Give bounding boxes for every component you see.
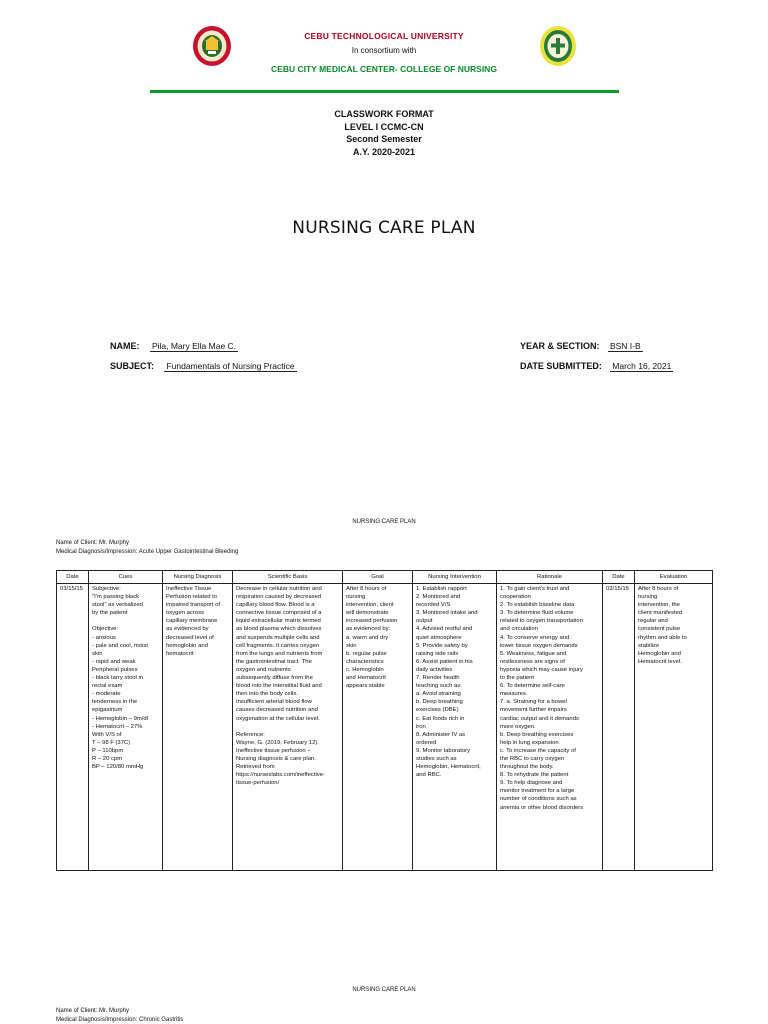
cell-line: teaching such as: [416, 683, 462, 690]
cell-line: cooperation [500, 594, 531, 601]
cell-line: 8. Administer IV as [416, 731, 466, 738]
rationale-cell [497, 584, 603, 871]
cell-line: 2. Monitored and [416, 594, 461, 601]
cell-line [92, 617, 159, 625]
cell-line: liquid extracellular matrix termed [236, 618, 321, 625]
cell-line: Hematocrit level. [638, 658, 682, 665]
cell-line: c. Hemoglobin [346, 666, 384, 673]
cell-line: quiet atmosphere [416, 634, 462, 641]
cell-line: capillary blood flow. Blood is a [236, 602, 315, 609]
cell-line: 4. Advised restful and [416, 626, 473, 633]
cell-line: raising side rails [416, 650, 459, 657]
cell-line: nursing [638, 594, 658, 601]
name-value: Pila, Mary Ella Mae C. [151, 341, 237, 351]
cell-line: studies such as [416, 755, 457, 762]
cell-line: stool" as verbalized [92, 602, 143, 609]
cell-line: intervention, client [346, 602, 394, 609]
cell-line: impaired transport of [166, 602, 221, 609]
cell-line: as blood plasma which dissolves [236, 626, 322, 633]
column-header: Evaluation [635, 571, 713, 584]
cell-line: skin [346, 642, 357, 649]
plan2-heading: NURSING CARE PLAN [352, 987, 416, 993]
cell-line: Hemoglobin and [638, 650, 681, 657]
table-header-row [57, 571, 713, 584]
cell-line: a. warm and dry [346, 634, 389, 641]
cell-line: Retrieved from [236, 764, 275, 771]
cell-line: https://nurseslabs.com/ineffective- [236, 772, 325, 779]
plan1-client: Name of Client: Mr. Murphy [56, 540, 130, 546]
cell-line: After 8 hours of [346, 586, 387, 592]
cell-line: and RBC. [416, 772, 442, 779]
cell-line: will demonstrate [346, 610, 389, 617]
classwork-year: A.Y. 2020-2021 [352, 146, 416, 157]
cell-line: blood into the interstitial fluid and [236, 683, 322, 690]
cell-line: anemia or other blood disorders [500, 804, 584, 811]
cell-line: the RBC to carry oxygen [500, 755, 565, 762]
cell-line: appears stable [346, 683, 385, 690]
cell-line: and suspends multiple cells and [236, 634, 320, 641]
cell-line: respiration caused by decreased [236, 594, 322, 601]
cell-line: Nursing diagnosis & care plan. [236, 755, 316, 762]
column-header: Nursing Intervention [413, 571, 497, 584]
cell-line: c. Eat foods rich in [416, 715, 465, 722]
cell-line: number of conditions such as [500, 796, 577, 803]
cell-line: characteristics [346, 658, 384, 665]
eval-date-cell: 03/15/15 [603, 584, 635, 871]
cell-line: capillary membrane [166, 618, 218, 625]
cell-line: lower tissue oxygen demands [500, 642, 578, 649]
header-divider [150, 90, 619, 93]
cell-line: P – 110bpm [92, 747, 124, 754]
cell-line: b. regular pulse [346, 650, 387, 657]
subject-value: Fundamentals of Nursing Practice [166, 361, 295, 371]
scientific-basis-cell [233, 584, 343, 871]
cell-line: movement further impairs [500, 707, 567, 714]
column-header: Rationale [497, 571, 603, 584]
nursing-diagnosis-cell [163, 584, 233, 871]
cell-line: b. Deep breathing [416, 699, 463, 706]
cell-line: ordered [416, 739, 437, 746]
cell-line: Reference: [236, 731, 265, 738]
classwork-block [0, 108, 768, 158]
cell-line: help in lung expansion [500, 739, 559, 746]
cell-line: rhythm and able to [638, 634, 687, 641]
cell-line: Hemoglobin, Hematocrit, [416, 764, 481, 771]
cell-line: as evidenced by: [346, 626, 391, 633]
evaluation-cell [635, 584, 713, 871]
plan1-heading: NURSING CARE PLAN [352, 519, 416, 525]
cell-line: epigastrium [92, 707, 123, 714]
cell-line: cell fragments. It carries oxygen [236, 642, 320, 649]
cell-line: then into the body cells. [236, 691, 298, 698]
cell-line: 2. To establish baseline data [500, 602, 575, 609]
cell-line: oxygen and nutrients [236, 666, 291, 673]
cell-line: and Hematocrit [346, 675, 386, 682]
date-submitted-value: March 16, 2021 [612, 361, 672, 371]
cell-line: Ineffective tissue perfusion – [236, 747, 311, 754]
intervention-cell [413, 584, 497, 871]
cell-line: a. Avoid straining [416, 691, 461, 698]
cell-line: intervention, the [638, 602, 680, 609]
cell-line: - moderate [92, 691, 121, 698]
cell-line: - rapid and weak [92, 658, 136, 665]
name-row [110, 336, 238, 354]
cell-line: 1. To gain client's trust and [500, 586, 570, 592]
cell-line: recorded V/S [416, 602, 451, 609]
cell-line: Subjective: [92, 586, 121, 592]
date-submitted-row [520, 356, 673, 374]
university-name: CEBU TECHNOLOGICAL UNIVERSITY [304, 31, 464, 41]
cell-line: hematocrit [166, 650, 194, 657]
name-label: NAME: [110, 341, 140, 351]
cell-line: 3. Monitored intake and [416, 610, 478, 617]
column-header: Nursing Diagnosis [163, 571, 233, 584]
date-submitted-label: DATE SUBMITTED: [520, 361, 602, 371]
college-name: CEBU CITY MEDICAL CENTER- COLLEGE OF NURSING [271, 64, 497, 74]
column-header: Goal [343, 571, 413, 584]
cell-line: 6. Assist patient in his [416, 658, 473, 665]
cell-line: increased perfusion [346, 618, 398, 625]
plan2-diagnosis: Medical Diagnosis/Impression: Chronic Gastritis [56, 1017, 184, 1023]
year-section-label: YEAR & SECTION: [520, 341, 600, 351]
cell-line: b. Deep breathing exercises [500, 731, 574, 738]
goal-cell [343, 584, 413, 871]
page-title: NURSING CARE PLAN [292, 218, 476, 238]
cell-line: 1. Establish rapport [416, 586, 467, 592]
cell-line: After 8 hours of [638, 586, 679, 592]
cell-line: daily activities [416, 666, 453, 673]
cell-line: Decrease in cellular nutrition and [236, 586, 322, 592]
cell-line: iron [416, 723, 426, 730]
cell-line: from the lungs and nutrients from [236, 650, 323, 657]
cell-line: to the patient [500, 675, 535, 682]
cell-line: With V/S of [92, 731, 122, 738]
cell-line: throughout the body. [500, 764, 554, 771]
column-header: Scientific Basis [233, 571, 343, 584]
cell-line: 4. To conserve energy and [500, 634, 570, 641]
cell-line: skin [92, 650, 103, 657]
cell-line: - black tarry stool in [92, 675, 144, 682]
consortium-text: In consortium with [351, 46, 417, 55]
classwork-level: LEVEL I CCMC-CN [344, 121, 424, 132]
cell-line: cardiac output and it demands [500, 715, 579, 722]
cell-line: 9. To help diagnose and [500, 780, 563, 787]
cell-line: Ineffective Tissue [166, 586, 212, 592]
cell-line: regular and [638, 618, 668, 625]
cell-line: oxygen across [166, 610, 204, 617]
cell-line: Peripheral pulses [92, 666, 138, 673]
cell-line: causes decreased nutrition and [236, 707, 318, 714]
cell-line: 7. a. Straining for a bowel [500, 699, 567, 706]
cell-line: 8. To rehydrate the patient [500, 772, 569, 779]
cell-line: hypoxia which may cause injury [500, 666, 583, 673]
cell-line: more oxygen. [500, 723, 536, 730]
cell-line: consistent pulse [638, 626, 681, 633]
column-header: Cues [89, 571, 163, 584]
cell-line: monitor treatment for a large [500, 788, 575, 795]
cell-line: T – 98 F (37C) [92, 739, 131, 746]
cell-line: Perfusion related to [166, 594, 218, 601]
cell-line: Wayne, G. (2019, February 12). [236, 739, 319, 746]
cell-line: 5. Provide safety by [416, 642, 468, 649]
table-row [57, 584, 713, 871]
plan2-client: Name of Client: Mr. Murphy [56, 1008, 130, 1014]
cell-line: stabilize [638, 642, 660, 649]
subject-row [110, 356, 297, 374]
cues-cell [89, 584, 163, 871]
cell-line: and circulation [500, 626, 538, 633]
cell-line: connective tissue comprised of a [236, 610, 322, 617]
date-cell: 03/15/15 [57, 584, 89, 871]
cell-line: - pale and cool, moist [92, 642, 148, 649]
cell-line: 5. Weakness, fatigue and [500, 650, 567, 657]
cell-line: "I'm passing black [92, 594, 140, 601]
cell-line: decreased level of [166, 634, 214, 641]
cell-line: oxygenation at the cellular level. [236, 715, 320, 722]
cell-line: restlessness are signs of [500, 658, 565, 665]
cell-line: - anxious [92, 634, 116, 641]
plan1-diagnosis: Medical Diagnosis/Impression: Acute Upper Gastointestinal Bleeding [56, 549, 239, 555]
cell-line: 9. Monitor laboratory [416, 747, 471, 754]
cell-line: the gastrointestinal tract. The [236, 658, 312, 665]
cell-line: exercises (DBE) [416, 707, 459, 714]
cell-line: by the patient [92, 610, 128, 617]
cell-line: measures. [500, 691, 528, 698]
cell-line: hemoglobin and [166, 642, 208, 649]
year-section-value: BSN I-B [609, 341, 641, 351]
cell-line: nursing [346, 594, 366, 601]
cell-line: client manifested [638, 610, 683, 617]
subject-label: SUBJECT: [110, 361, 155, 371]
cell-line: BP – 120/80 mmHg [92, 764, 144, 771]
cell-line: tenderness in the [92, 699, 138, 706]
cell-line: Objective: [92, 626, 119, 633]
cell-line: output [416, 618, 433, 625]
cell-line: - Hemoglobin – 9m/dl [92, 715, 148, 722]
cell-line: subsequently diffuse from the [236, 675, 313, 682]
cell-line: tissue-perfusion/ [236, 780, 280, 787]
cell-line: related to oxygen transportation [500, 618, 583, 625]
classwork-format: CLASSWORK FORMAT [334, 109, 434, 119]
cell-line [236, 723, 339, 731]
cell-line: Insufficient arterial blood flow [236, 699, 312, 706]
cell-line: rectal exam [92, 683, 123, 690]
cell-line: 3. To determine fluid volume [500, 610, 574, 617]
cell-line: 6. To determine self-care [500, 683, 565, 690]
cell-line: R – 20 cpm [92, 755, 123, 762]
cell-line: as evidenced by [166, 626, 209, 633]
cell-line: - Hematocrit – 27% [92, 723, 143, 730]
column-header: Date [603, 571, 635, 584]
year-section-row [520, 336, 643, 354]
cell-line: c. To increase the capacity of [500, 747, 576, 754]
care-plan-table [56, 570, 713, 871]
classwork-semester: Second Semester [346, 134, 422, 144]
cell-line: 7. Render health [416, 675, 460, 682]
column-header: Date [57, 571, 89, 584]
